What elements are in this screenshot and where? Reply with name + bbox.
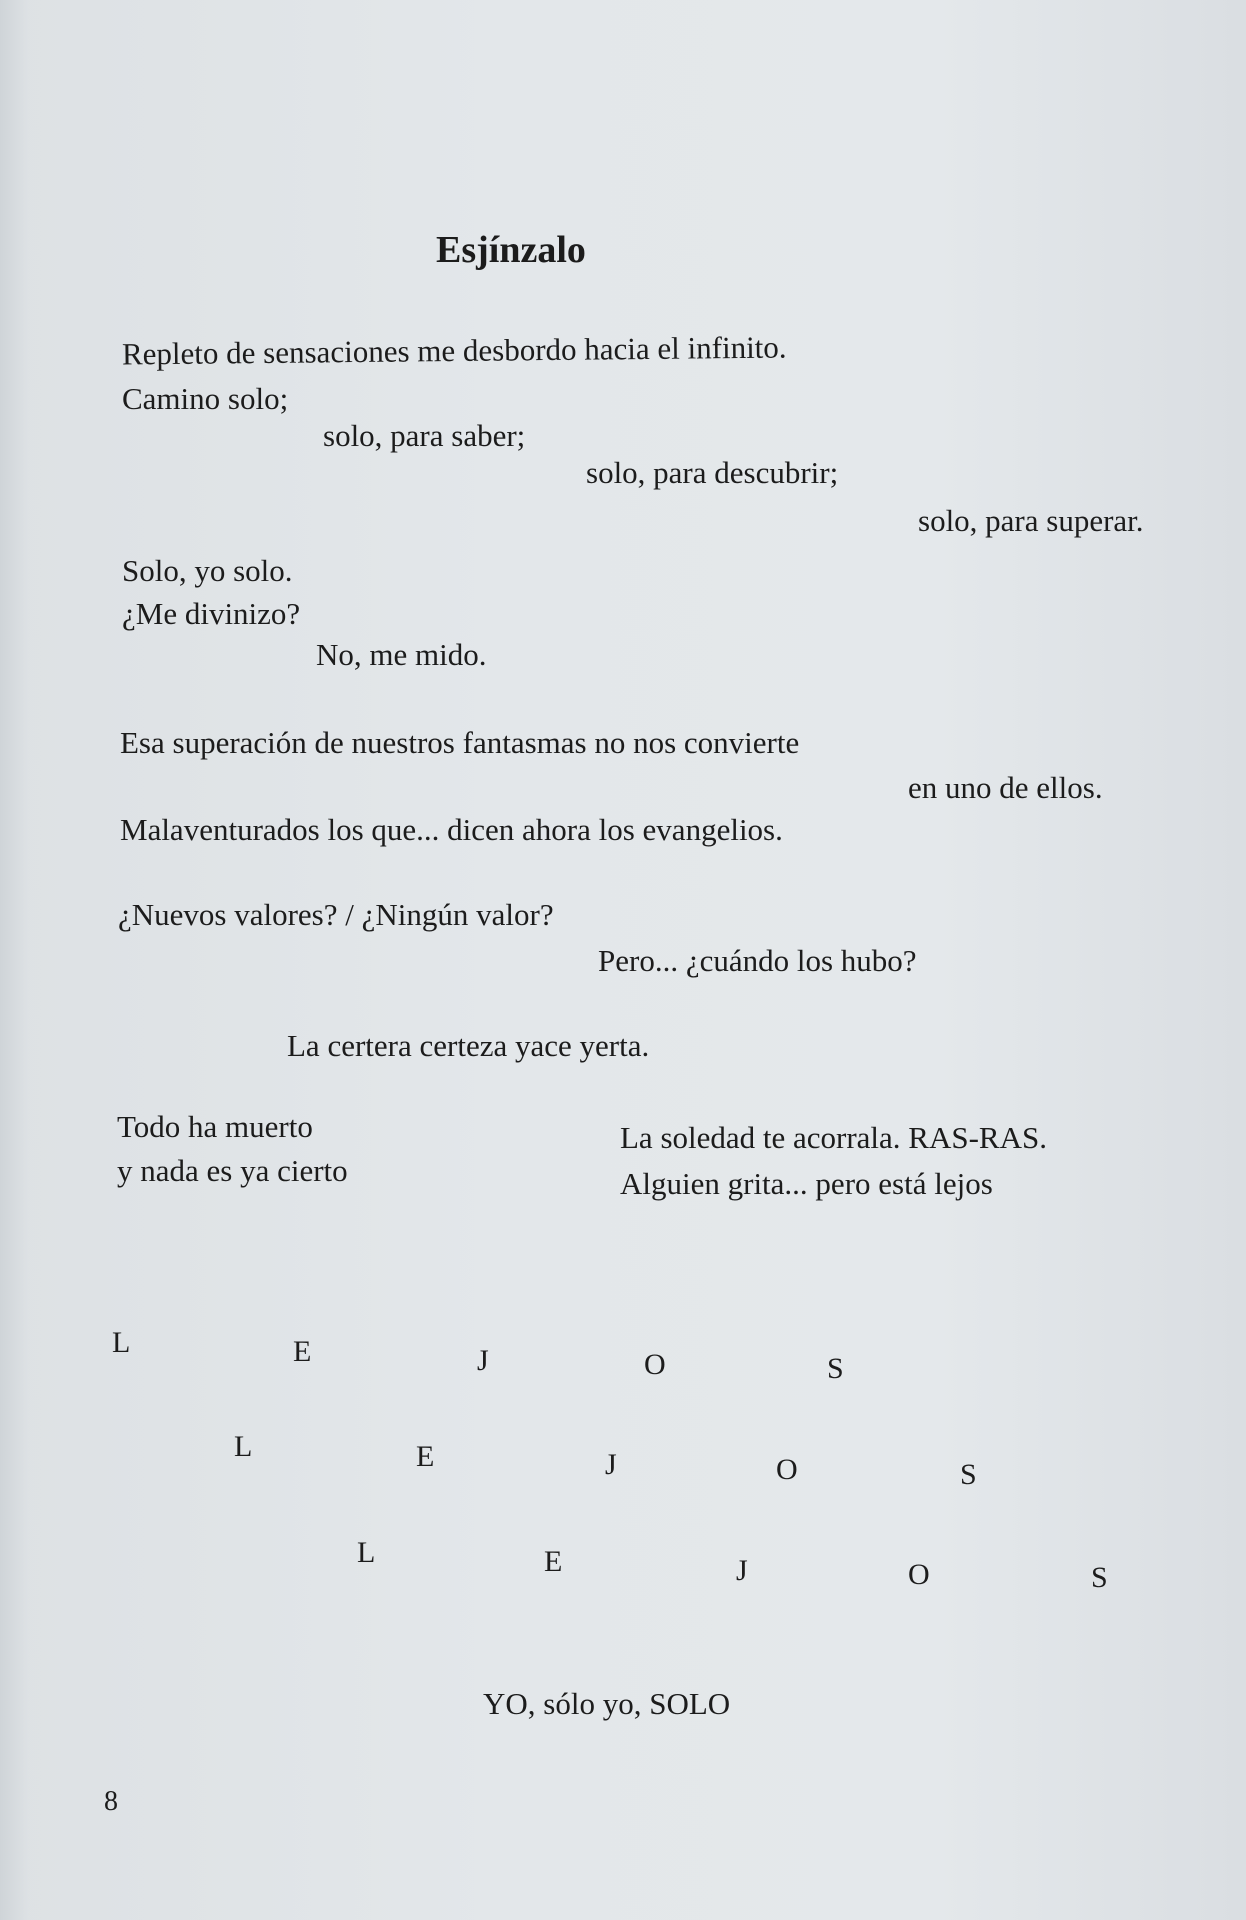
- closing-line: YO, sólo yo, SOLO: [483, 1686, 731, 1721]
- left-column-line: Todo ha muerto: [117, 1109, 313, 1144]
- lejos-letter: J: [605, 1448, 617, 1481]
- poem-line: Solo, yo solo.: [122, 553, 293, 588]
- lejos-letter: L: [357, 1536, 376, 1569]
- lejos-letter: E: [416, 1440, 435, 1473]
- poem-title: Esjínzalo: [436, 229, 586, 271]
- poem-line: ¿Me divinizo?: [122, 596, 301, 631]
- lejos-letter: S: [1091, 1561, 1108, 1594]
- lejos-letter: O: [776, 1453, 798, 1486]
- poem-line: ¿Nuevos valores? / ¿Ningún valor?: [118, 897, 554, 932]
- lejos-letter: J: [736, 1554, 748, 1587]
- poem-line: solo, para saber;: [323, 418, 526, 453]
- lejos-letter: L: [234, 1430, 253, 1463]
- left-column-line: y nada es ya cierto: [117, 1153, 348, 1188]
- lejos-letter: E: [293, 1335, 312, 1368]
- lejos-letter: J: [477, 1344, 489, 1377]
- right-column-line: La soledad te acorrala. RAS-RAS.: [620, 1120, 1047, 1155]
- poem-line: Malaventurados los que... dicen ahora los evangelios.: [120, 812, 783, 847]
- lejos-letter: L: [112, 1326, 131, 1359]
- poem-line: Camino solo;: [122, 381, 289, 416]
- poem-line: en uno de ellos.: [908, 770, 1103, 805]
- poem-line: Pero... ¿cuándo los hubo?: [598, 943, 917, 978]
- poem-line: No, me mido.: [316, 637, 487, 672]
- poem-line: Esa superación de nuestros fantasmas no nos convierte: [120, 725, 800, 760]
- lejos-letter: E: [544, 1545, 563, 1578]
- poem-line: solo, para superar.: [918, 503, 1144, 538]
- lejos-letter: O: [908, 1558, 930, 1591]
- lejos-letter: O: [644, 1348, 666, 1381]
- poem-line: Repleto de sensaciones me desbordo hacia el infinito.: [121, 329, 787, 372]
- page-number: 8: [104, 1786, 118, 1817]
- lejos-letter: S: [827, 1352, 844, 1385]
- poem-line: La certera certeza yace yerta.: [287, 1028, 650, 1063]
- right-column-line: Alguien grita... pero está lejos: [620, 1166, 993, 1201]
- lejos-letter: S: [960, 1458, 977, 1491]
- poem-line: solo, para descubrir;: [586, 455, 839, 490]
